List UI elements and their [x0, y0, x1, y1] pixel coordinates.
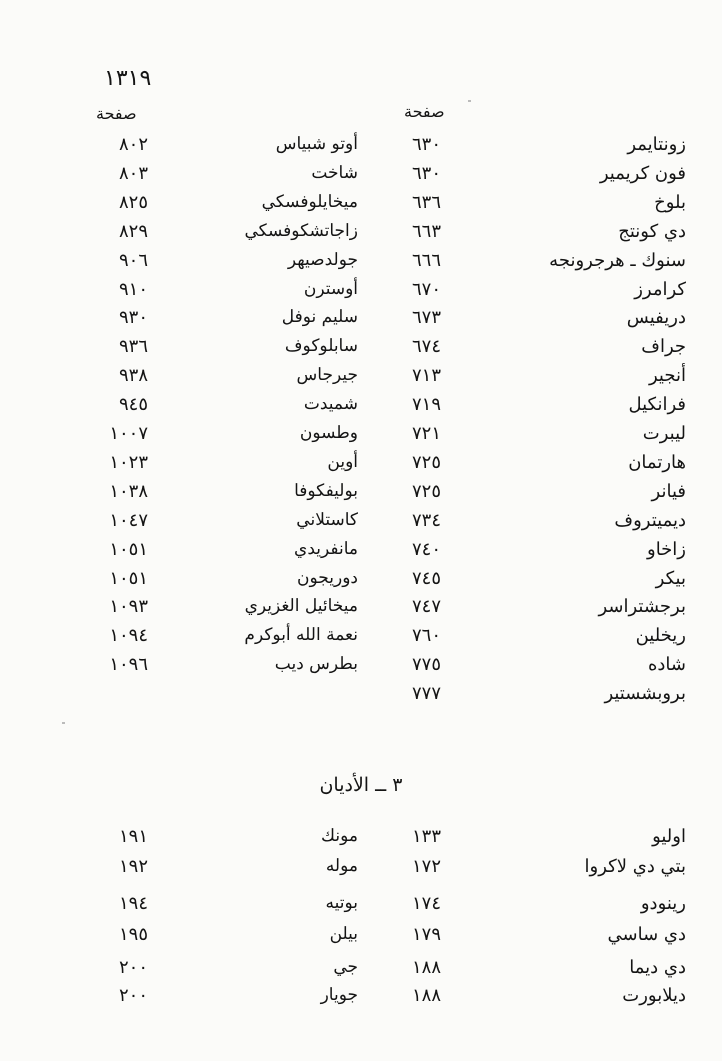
right-name: ديلابورت	[622, 985, 686, 1006]
left-page-number: ١٠٩٤	[109, 625, 148, 646]
right-name: ريخلين	[635, 625, 686, 646]
right-page-number: ٧٦٠	[412, 625, 442, 646]
left-name: مانفريدي	[294, 539, 358, 559]
left-page-number: ٢٠٠	[118, 985, 148, 1006]
left-page-number: ٩١٠	[118, 279, 148, 300]
index-row	[0, 423, 722, 453]
left-page-number: ١٠٠٧	[109, 423, 148, 444]
index-row	[0, 336, 722, 366]
left-page-number: ٩٣٨	[118, 365, 148, 386]
left-name: سليم نوفل	[281, 307, 358, 327]
index-row	[0, 307, 722, 337]
right-name: دريفيس	[626, 307, 686, 328]
right-page-number: ١٧٤	[412, 893, 442, 914]
right-page-number: ٧٢٥	[412, 481, 442, 502]
left-page-number: ٨٢٩	[118, 221, 148, 242]
right-name: بتي دي لاكروا	[584, 856, 686, 877]
index-row	[0, 856, 722, 886]
right-name: اوليو	[652, 826, 686, 847]
right-page-number: ١٧٢	[412, 856, 442, 877]
right-page-number: ٦٧٠	[412, 279, 442, 300]
left-page-number: ٨٠٣	[118, 163, 148, 184]
right-name: زاخاو	[647, 539, 686, 560]
right-page-number: ٦٦٦	[412, 250, 442, 271]
left-page-number: ١٠٩٣	[109, 596, 148, 617]
left-page-number: ١٠٥١	[109, 568, 148, 589]
left-page-number: ٨٢٥	[118, 192, 148, 213]
index-row	[0, 134, 722, 164]
margin-mark	[468, 100, 471, 102]
index-row	[0, 924, 722, 954]
left-page-number: ١٠٣٨	[109, 481, 148, 502]
right-name: فرانكيل	[628, 394, 686, 415]
index-row	[0, 596, 722, 626]
left-name: بيلن	[329, 924, 358, 944]
right-page-number: ٧٧٥	[412, 654, 442, 675]
right-page-number: ٦٧٣	[412, 307, 442, 328]
left-page-number: ٩٤٥	[118, 394, 148, 415]
right-name: هارتمان	[628, 452, 686, 473]
left-name: أوسترن	[303, 279, 358, 299]
right-page-number: ٦٣٠	[412, 134, 442, 155]
right-name: ديميتروف	[614, 510, 686, 531]
right-name: ليبرت	[642, 423, 686, 444]
left-name: بوليفكوفا	[294, 481, 358, 501]
right-page-number: ٧٢١	[412, 423, 442, 444]
column-header-right: صفحة	[404, 102, 445, 121]
right-name: سنوك ـ هرجرونجه	[549, 250, 686, 271]
right-name: زونتايمر	[627, 134, 686, 155]
index-row	[0, 452, 722, 482]
left-name: جي	[333, 957, 358, 977]
left-page-number: ١٠٩٦	[109, 654, 148, 675]
left-page-number: ١٩١	[118, 826, 148, 847]
left-page-number: ٩٣٦	[118, 336, 148, 357]
index-row	[0, 539, 722, 569]
right-page-number: ١٨٨	[412, 957, 442, 978]
left-name: جيرجاس	[296, 365, 358, 385]
section-title: ٣ ــ الأديان	[319, 774, 403, 796]
right-page-number: ١٧٩	[412, 924, 442, 945]
index-row	[0, 192, 722, 222]
left-name: أوين	[327, 452, 358, 472]
index-row	[0, 826, 722, 856]
right-name: بلوخ	[654, 192, 686, 213]
left-name: زاجاتشكوفسكي	[244, 221, 358, 241]
right-name: فيانر	[651, 481, 686, 502]
left-name: جويار	[320, 985, 358, 1005]
left-name: بطرس ديب	[274, 654, 358, 674]
right-name: بروبشستير	[604, 683, 686, 704]
left-name: وطسون	[299, 423, 358, 443]
right-name: أنجير	[649, 365, 686, 386]
left-name: بوتيه	[325, 893, 358, 913]
left-page-number: ١٠٤٧	[109, 510, 148, 531]
index-row	[0, 365, 722, 395]
index-row	[0, 481, 722, 511]
right-name: برجشتراسر	[598, 596, 686, 617]
left-page-number: ١٠٥١	[109, 539, 148, 560]
right-name: فون كريمير	[599, 163, 686, 184]
index-row	[0, 568, 722, 598]
index-row	[0, 163, 722, 193]
right-page-number: ٦٧٤	[412, 336, 442, 357]
left-name: أوتو شبياس	[275, 134, 358, 154]
right-page-number: ٧١٩	[412, 394, 442, 415]
left-name: نعمة الله أبوكرم	[244, 625, 358, 645]
left-page-number: ٢٠٠	[118, 957, 148, 978]
right-page-number: ٧٧٧	[412, 683, 442, 704]
right-page-number: ٧١٣	[412, 365, 442, 386]
left-page-number: ١٩٢	[118, 856, 148, 877]
right-name: كرامرز	[634, 279, 686, 300]
left-name: مونك	[321, 826, 358, 846]
index-row	[0, 985, 722, 1015]
index-row	[0, 279, 722, 309]
left-page-number: ٩٠٦	[118, 250, 148, 271]
right-page-number: ١٣٣	[412, 826, 442, 847]
left-page-number: ١٩٥	[118, 924, 148, 945]
left-name: كاستلاني	[296, 510, 358, 530]
column-header-left: صفحة	[96, 104, 137, 123]
right-name: دي ساسي	[607, 924, 686, 945]
index-row	[0, 221, 722, 251]
right-page-number: ٧٣٤	[412, 510, 442, 531]
left-page-number: ١٩٤	[118, 893, 148, 914]
right-page-number: ٦٣٦	[412, 192, 442, 213]
right-page-number: ١٨٨	[412, 985, 442, 1006]
index-row	[0, 250, 722, 280]
left-name: سابلوكوف	[284, 336, 358, 356]
right-name: دي ديما	[629, 957, 686, 978]
left-name: ميخايلوفسكي	[261, 192, 358, 212]
right-name: شاده	[647, 654, 686, 675]
index-row	[0, 893, 722, 923]
right-page-number: ٧٤٥	[412, 568, 442, 589]
index-row	[0, 683, 722, 713]
right-page-number: ٧٤٠	[412, 539, 442, 560]
right-name: رينودو	[640, 893, 686, 914]
left-name: ميخائيل الغزيري	[244, 596, 358, 616]
right-name: جراف	[641, 336, 686, 357]
left-name: شاخت	[311, 163, 358, 183]
left-name: دوريجون	[297, 568, 358, 588]
index-row	[0, 625, 722, 655]
index-row	[0, 654, 722, 684]
right-name: بيكر	[655, 568, 686, 589]
left-page-number: ٨٠٢	[118, 134, 148, 155]
page-number: ١٣١٩	[104, 66, 152, 91]
right-page-number: ٦٦٣	[412, 221, 442, 242]
index-row	[0, 394, 722, 424]
right-page-number: ٦٣٠	[412, 163, 442, 184]
margin-mark	[62, 722, 65, 724]
right-name: دي كونتج	[618, 221, 686, 242]
index-row	[0, 510, 722, 540]
left-name: موله	[325, 856, 358, 876]
left-name: جولدصيهر	[287, 250, 358, 270]
right-page-number: ٧٤٧	[412, 596, 442, 617]
left-page-number: ٩٣٠	[118, 307, 148, 328]
left-name: شميدت	[303, 394, 358, 414]
right-page-number: ٧٢٥	[412, 452, 442, 473]
left-page-number: ١٠٢٣	[109, 452, 148, 473]
index-row	[0, 957, 722, 987]
